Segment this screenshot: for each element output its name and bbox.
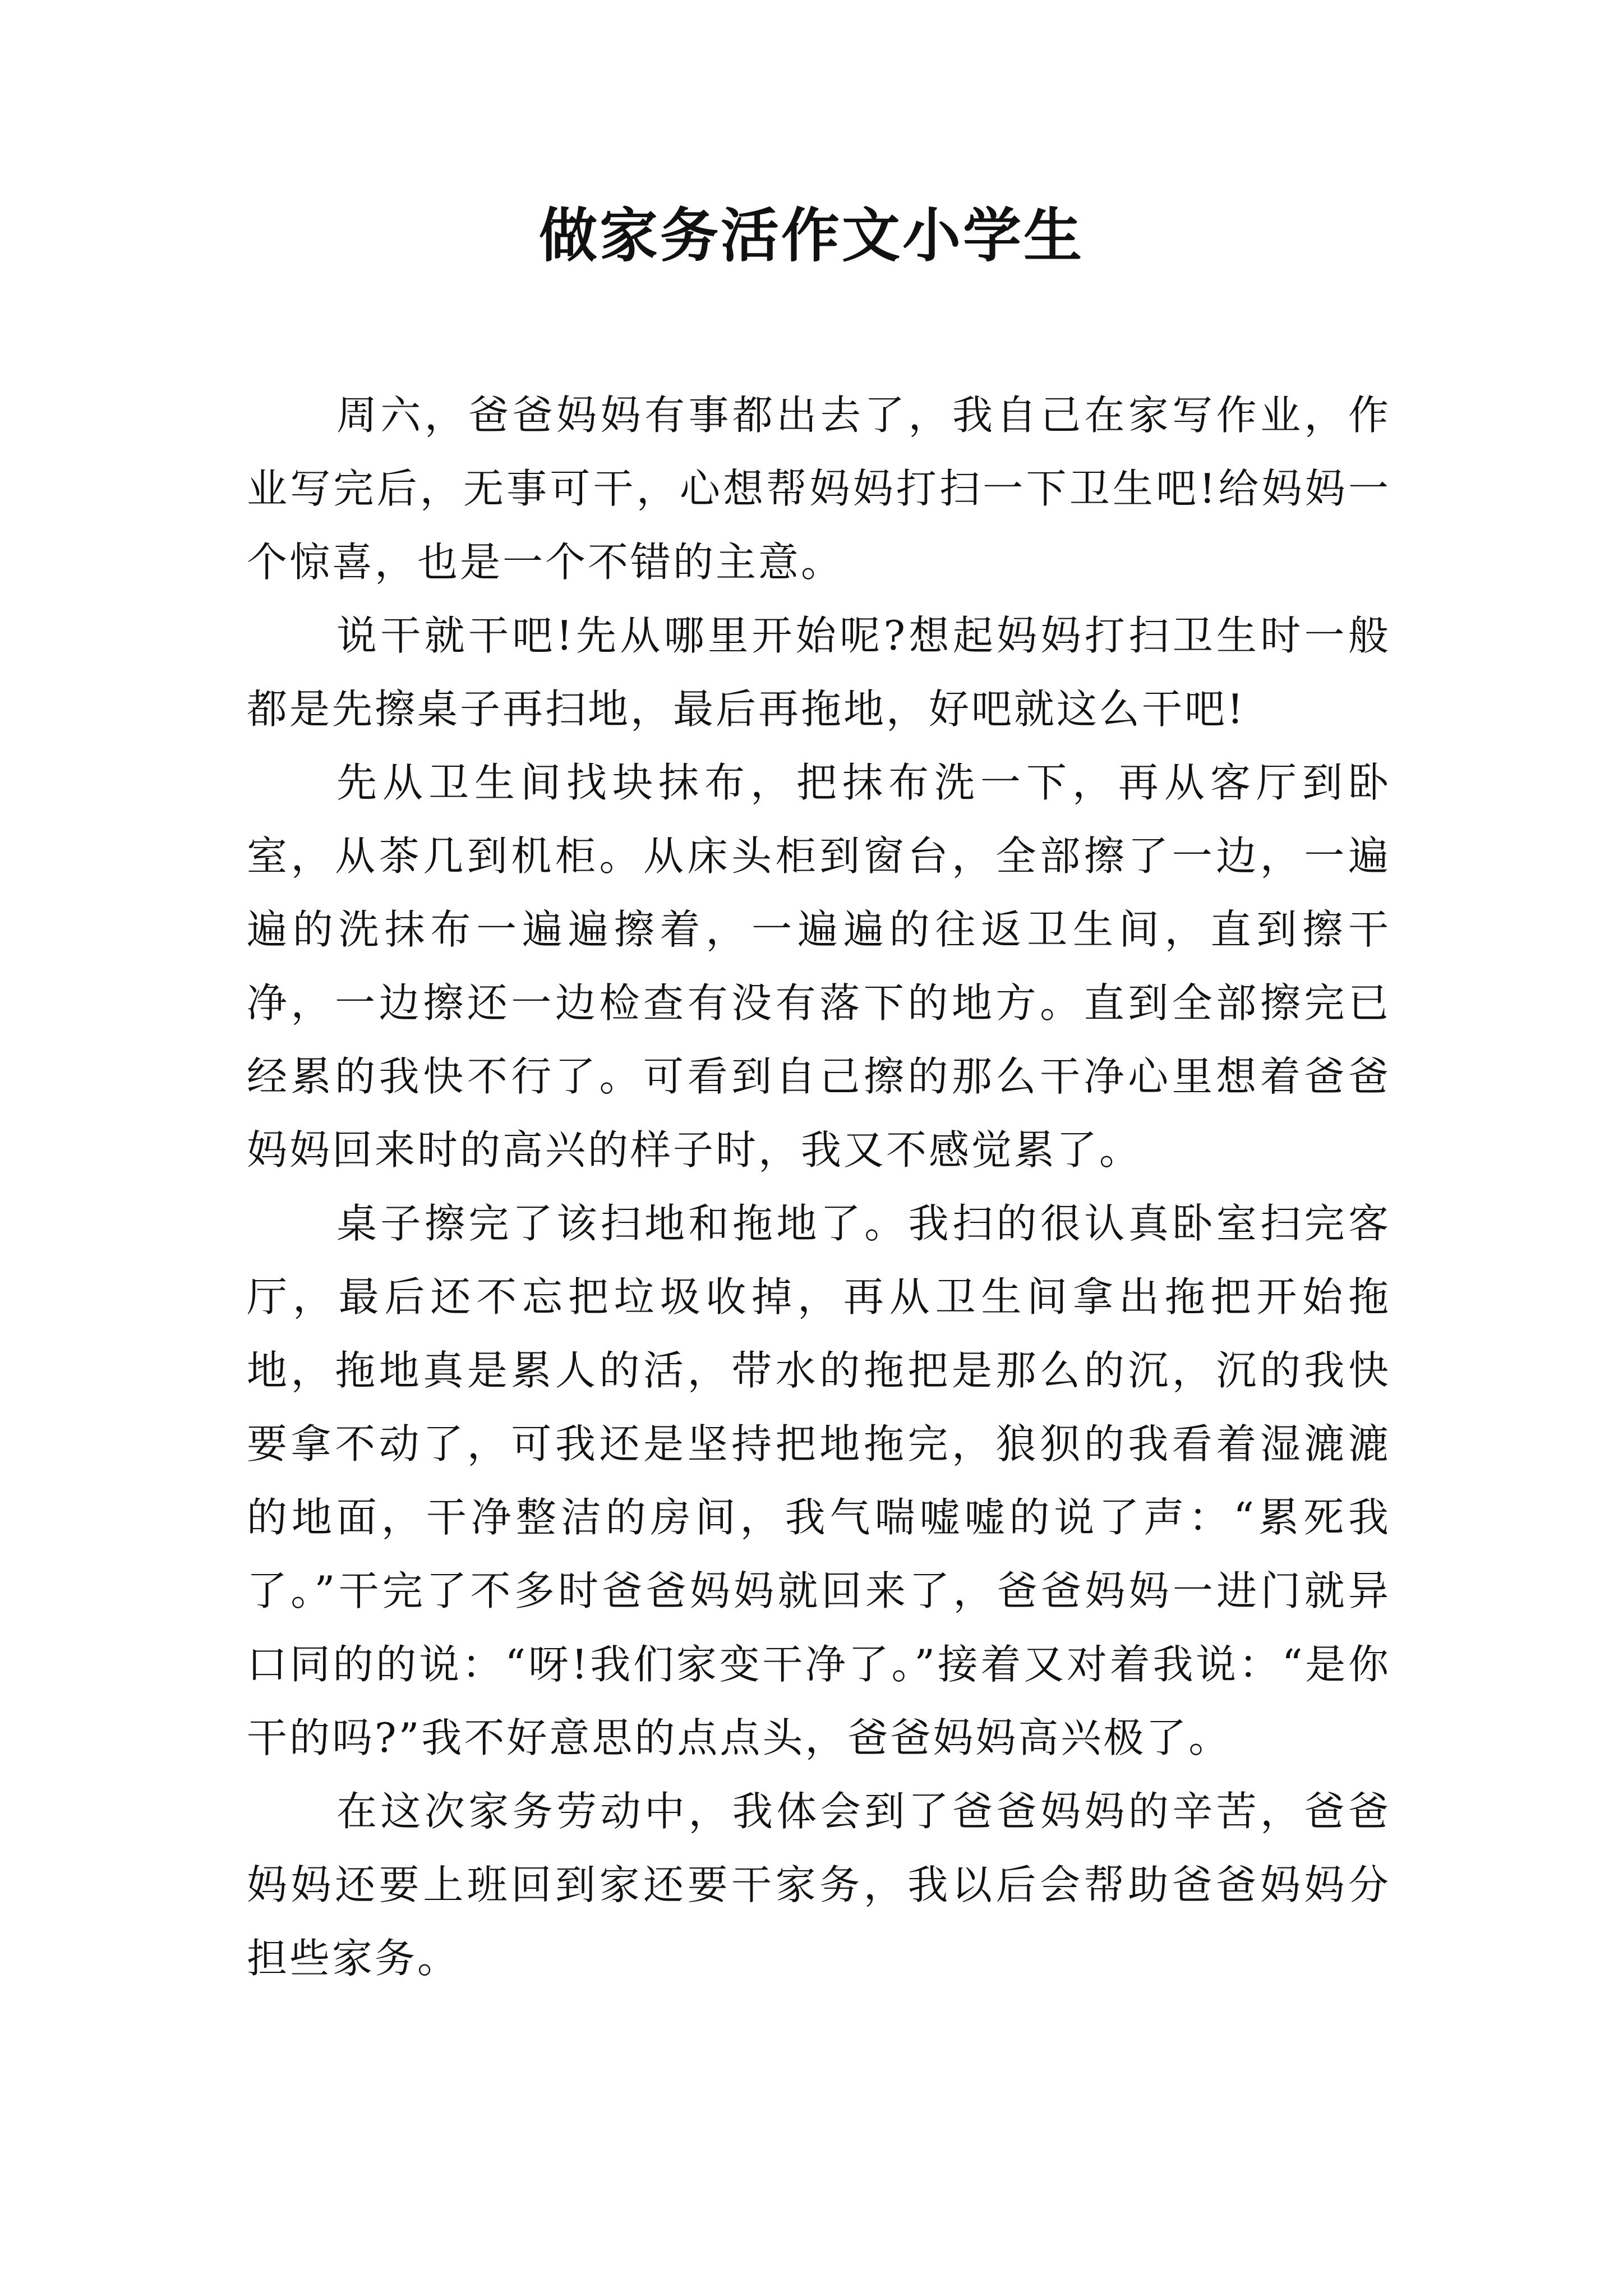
paragraph-5: 在这次家务劳动中，我体会到了爸爸妈妈的辛苦，爸爸妈妈还要上班回到家还要干家务，我以后会帮助爸爸妈妈分担些家务。 [247, 1788, 1391, 1982]
document-title: 做家务活作文小学生 [538, 201, 1084, 270]
paragraph-4: 桌子擦完了该扫地和拖地了。我扫的很认真卧室扫完客厅，最后还不忘把垃圾收掉，再从卫生间拿出拖把开始拖地，拖地真是累人的活，带水的拖把是那么的沉，沉的我快要拿不动了，可我还是坚持把地拖完，狼狈的我看着湿漉漉的地面，干净整洁的房间，我气喘嘘嘘的说了声：“累死我了。”干完了不多时爸爸妈妈就回来了，爸爸妈妈一进门就异口同的的说：“呀!我们家变干净了。”接着又对着我说：“是你干的吗?”我不好意思的点点头，爸爸妈妈高兴极了。 [247, 1200, 1391, 1761]
paragraph-2: 说干就干吧!先从哪里开始呢?想起妈妈打扫卫生时一般都是先擦桌子再扫地，最后再拖地，好吧就这么干吧! [247, 612, 1391, 733]
paragraph-3: 先从卫生间找块抹布，把抹布洗一下，再从客厅到卧室，从茶几到机柜。从床头柜到窗台，全部擦了一边，一遍遍的洗抹布一遍遍擦着，一遍遍的往返卫生间，直到擦干净，一边擦还一边检查有没有落下的地方。直到全部擦完已经累的我快不行了。可看到自己擦的那么干净心里想着爸爸妈妈回来时的高兴的样子时，我又不感觉累了。 [247, 759, 1391, 1174]
paragraph-1: 周六，爸爸妈妈有事都出去了，我自己在家写作业，作业写完后，无事可干，心想帮妈妈打扫一下卫生吧!给妈妈一个惊喜，也是一个不错的主意。 [247, 392, 1391, 586]
document-body [247, 379, 1391, 1995]
